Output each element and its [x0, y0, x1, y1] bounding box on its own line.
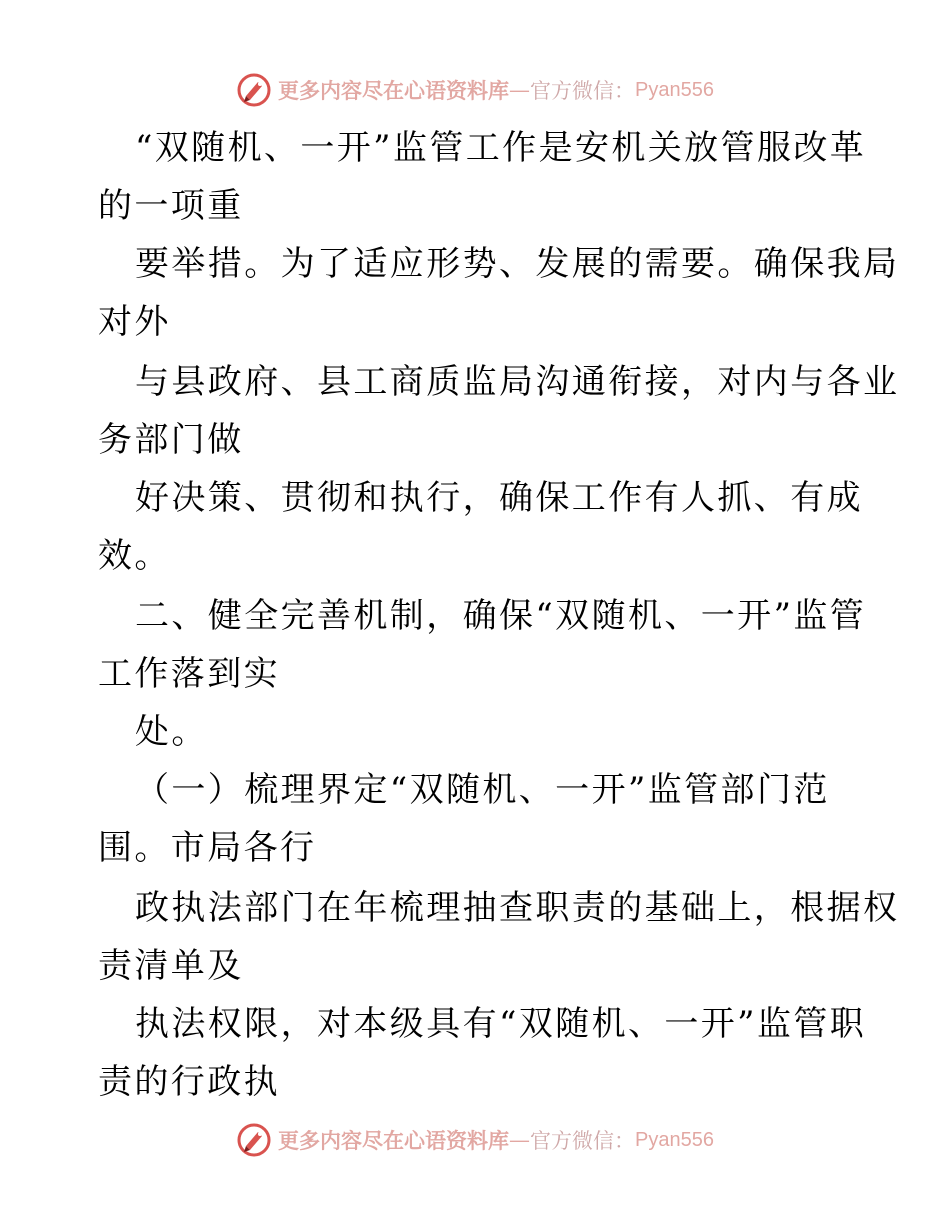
- text-line: 围。市局各行: [98, 828, 317, 868]
- text-line: 责的行政执: [98, 1062, 280, 1102]
- footer-watermark: [0, 1118, 950, 1162]
- text-line: 执法权限，对本级具有“双随机、一开”监管职: [135, 1004, 867, 1044]
- watermark-label: 官方微信：: [530, 79, 636, 103]
- watermark-dash: —: [509, 78, 531, 102]
- watermark-wechat-id: Pyan556: [635, 1128, 714, 1151]
- watermark-dash: —: [509, 1128, 531, 1152]
- text-line: 与县政府、县工商质监局沟通衔接，对内与各业: [135, 362, 900, 402]
- text-line: 效。: [98, 536, 171, 576]
- text-line: 处。: [135, 712, 208, 752]
- text-line: 务部门做: [98, 420, 244, 460]
- text-line: 要举措。为了适应形势、发展的需要。确保我局: [135, 244, 900, 284]
- pen-logo-icon: [236, 72, 272, 108]
- header-watermark: [0, 68, 950, 112]
- text-line: 政执法部门在年梳理抽查职责的基础上，根据权: [135, 888, 900, 928]
- text-line: 的一项重: [98, 186, 244, 226]
- text-line: （一）梳理界定“双随机、一开”监管部门范: [135, 770, 830, 810]
- watermark-label: 官方微信：: [530, 1129, 636, 1153]
- text-line: 工作落到实: [98, 654, 280, 694]
- text-line: 责清单及: [98, 946, 244, 986]
- watermark-wechat-id: Pyan556: [635, 78, 714, 101]
- watermark-site-text: 更多内容尽在心语资料库: [278, 78, 510, 103]
- text-line: “双随机、一开”监管工作是安机关放管服改革: [135, 128, 867, 168]
- watermark-site-text: 更多内容尽在心语资料库: [278, 1128, 510, 1153]
- text-line: 对外: [98, 302, 171, 342]
- pen-logo-icon: [236, 1122, 272, 1158]
- text-line: 好决策、贯彻和执行，确保工作有人抓、有成: [135, 478, 863, 518]
- text-line: 二、健全完善机制，确保“双随机、一开”监管: [135, 596, 867, 636]
